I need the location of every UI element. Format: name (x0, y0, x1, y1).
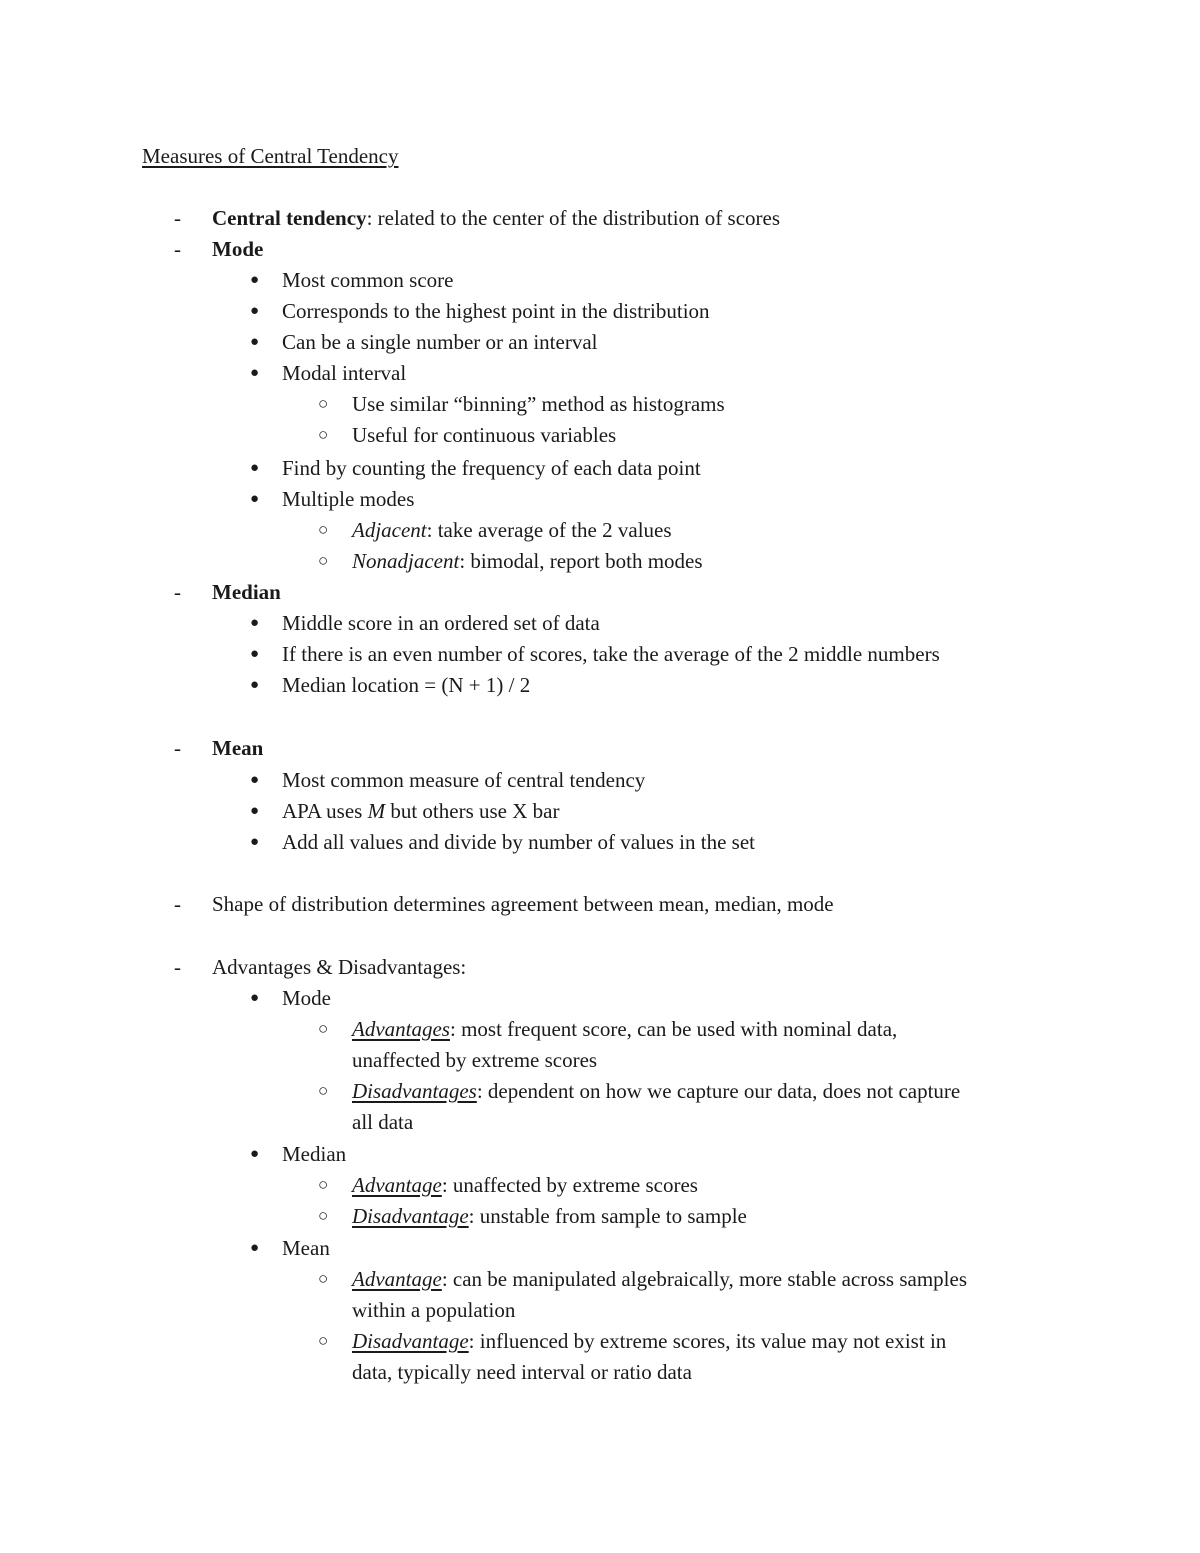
sub-list-item: Disadvantages: dependent on how we capture our data, does not capture (352, 1079, 961, 1103)
circle-marker: ○ (318, 1019, 329, 1038)
sub-list-item-continued: unaffected by extreme scores (352, 1048, 598, 1072)
circle-marker: ○ (318, 520, 329, 539)
dash-marker: - (174, 206, 181, 230)
list-item: Most common score (282, 268, 454, 292)
bullet-marker: ● (250, 615, 260, 631)
section-heading-mean: Mean (212, 736, 264, 760)
bullet-marker: ● (250, 491, 260, 507)
sub-list-item: Use similar “binning” method as histograms (352, 392, 725, 416)
sub-list-item: Advantage: unaffected by extreme scores (352, 1173, 698, 1197)
sub-list-item: Adjacent: take average of the 2 values (352, 518, 672, 542)
bullet-marker: ● (250, 646, 260, 662)
dash-marker: - (174, 736, 181, 760)
list-item: Most common measure of central tendency (282, 768, 646, 792)
bullet-marker: ● (250, 772, 260, 788)
circle-marker: ○ (318, 425, 329, 444)
bullet-marker: ● (250, 990, 260, 1006)
sub-list-item-continued: all data (352, 1110, 414, 1134)
definition-central-tendency (212, 205, 780, 231)
shape-note: Shape of distribution determines agreement between mean, median, mode (212, 892, 834, 916)
section-heading-mode: Mode (212, 237, 264, 261)
term: Central tendency (212, 206, 367, 230)
circle-marker: ○ (318, 1269, 329, 1288)
list-item: APA uses M but others use X bar (282, 799, 560, 823)
list-item: Median (282, 1142, 347, 1166)
section-heading-advantages: Advantages & Disadvantages: (212, 955, 467, 979)
bullet-marker: ● (250, 334, 260, 350)
circle-marker: ○ (318, 1175, 329, 1194)
bullet-marker: ● (250, 1240, 260, 1256)
sub-list-item: Disadvantage: unstable from sample to sample (352, 1204, 747, 1228)
dash-marker: - (174, 237, 181, 261)
bullet-marker: ● (250, 803, 260, 819)
list-item: Middle score in an ordered set of data (282, 611, 600, 635)
dash-marker: - (174, 892, 181, 916)
sub-list-item: Useful for continuous variables (352, 423, 617, 447)
bullet-marker: ● (250, 1146, 260, 1162)
sub-list-item: Nonadjacent: bimodal, report both modes (352, 549, 703, 573)
list-item: Add all values and divide by number of values in the set (282, 830, 755, 854)
list-item: Multiple modes (282, 487, 415, 511)
sub-list-item-continued: data, typically need interval or ratio data (352, 1360, 692, 1384)
list-item: Corresponds to the highest point in the distribution (282, 299, 710, 323)
bullet-marker: ● (250, 677, 260, 693)
list-item: If there is an even number of scores, take the average of the 2 middle numbers (282, 642, 940, 666)
list-item: Find by counting the frequency of each data point (282, 456, 701, 480)
bullet-marker: ● (250, 365, 260, 381)
circle-marker: ○ (318, 394, 329, 413)
circle-marker: ○ (318, 1331, 329, 1350)
list-item: Mode (282, 986, 331, 1010)
bullet-marker: ● (250, 834, 260, 850)
definition-text: : related to the center of the distribution of scores (366, 206, 781, 230)
bullet-marker: ● (250, 303, 260, 319)
dash-marker: - (174, 955, 181, 979)
list-item: Modal interval (282, 361, 407, 385)
sub-list-item: Advantages: most frequent score, can be used with nominal data, (352, 1017, 898, 1041)
bullet-marker: ● (250, 460, 260, 476)
circle-marker: ○ (318, 551, 329, 570)
circle-marker: ○ (318, 1206, 329, 1225)
list-item: Can be a single number or an interval (282, 330, 598, 354)
sub-list-item: Advantage: can be manipulated algebraically, more stable across samples (352, 1267, 967, 1291)
sub-list-item: Disadvantage: influenced by extreme scores, its value may not exist in (352, 1329, 947, 1353)
section-heading-median: Median (212, 580, 281, 604)
sub-list-item-continued: within a population (352, 1298, 516, 1322)
page-title: Measures of Central Tendency (142, 144, 399, 168)
circle-marker: ○ (318, 1081, 329, 1100)
list-item: Mean (282, 1236, 330, 1260)
list-item: Median location = (N + 1) / 2 (282, 673, 531, 697)
bullet-marker: ● (250, 272, 260, 288)
dash-marker: - (174, 580, 181, 604)
